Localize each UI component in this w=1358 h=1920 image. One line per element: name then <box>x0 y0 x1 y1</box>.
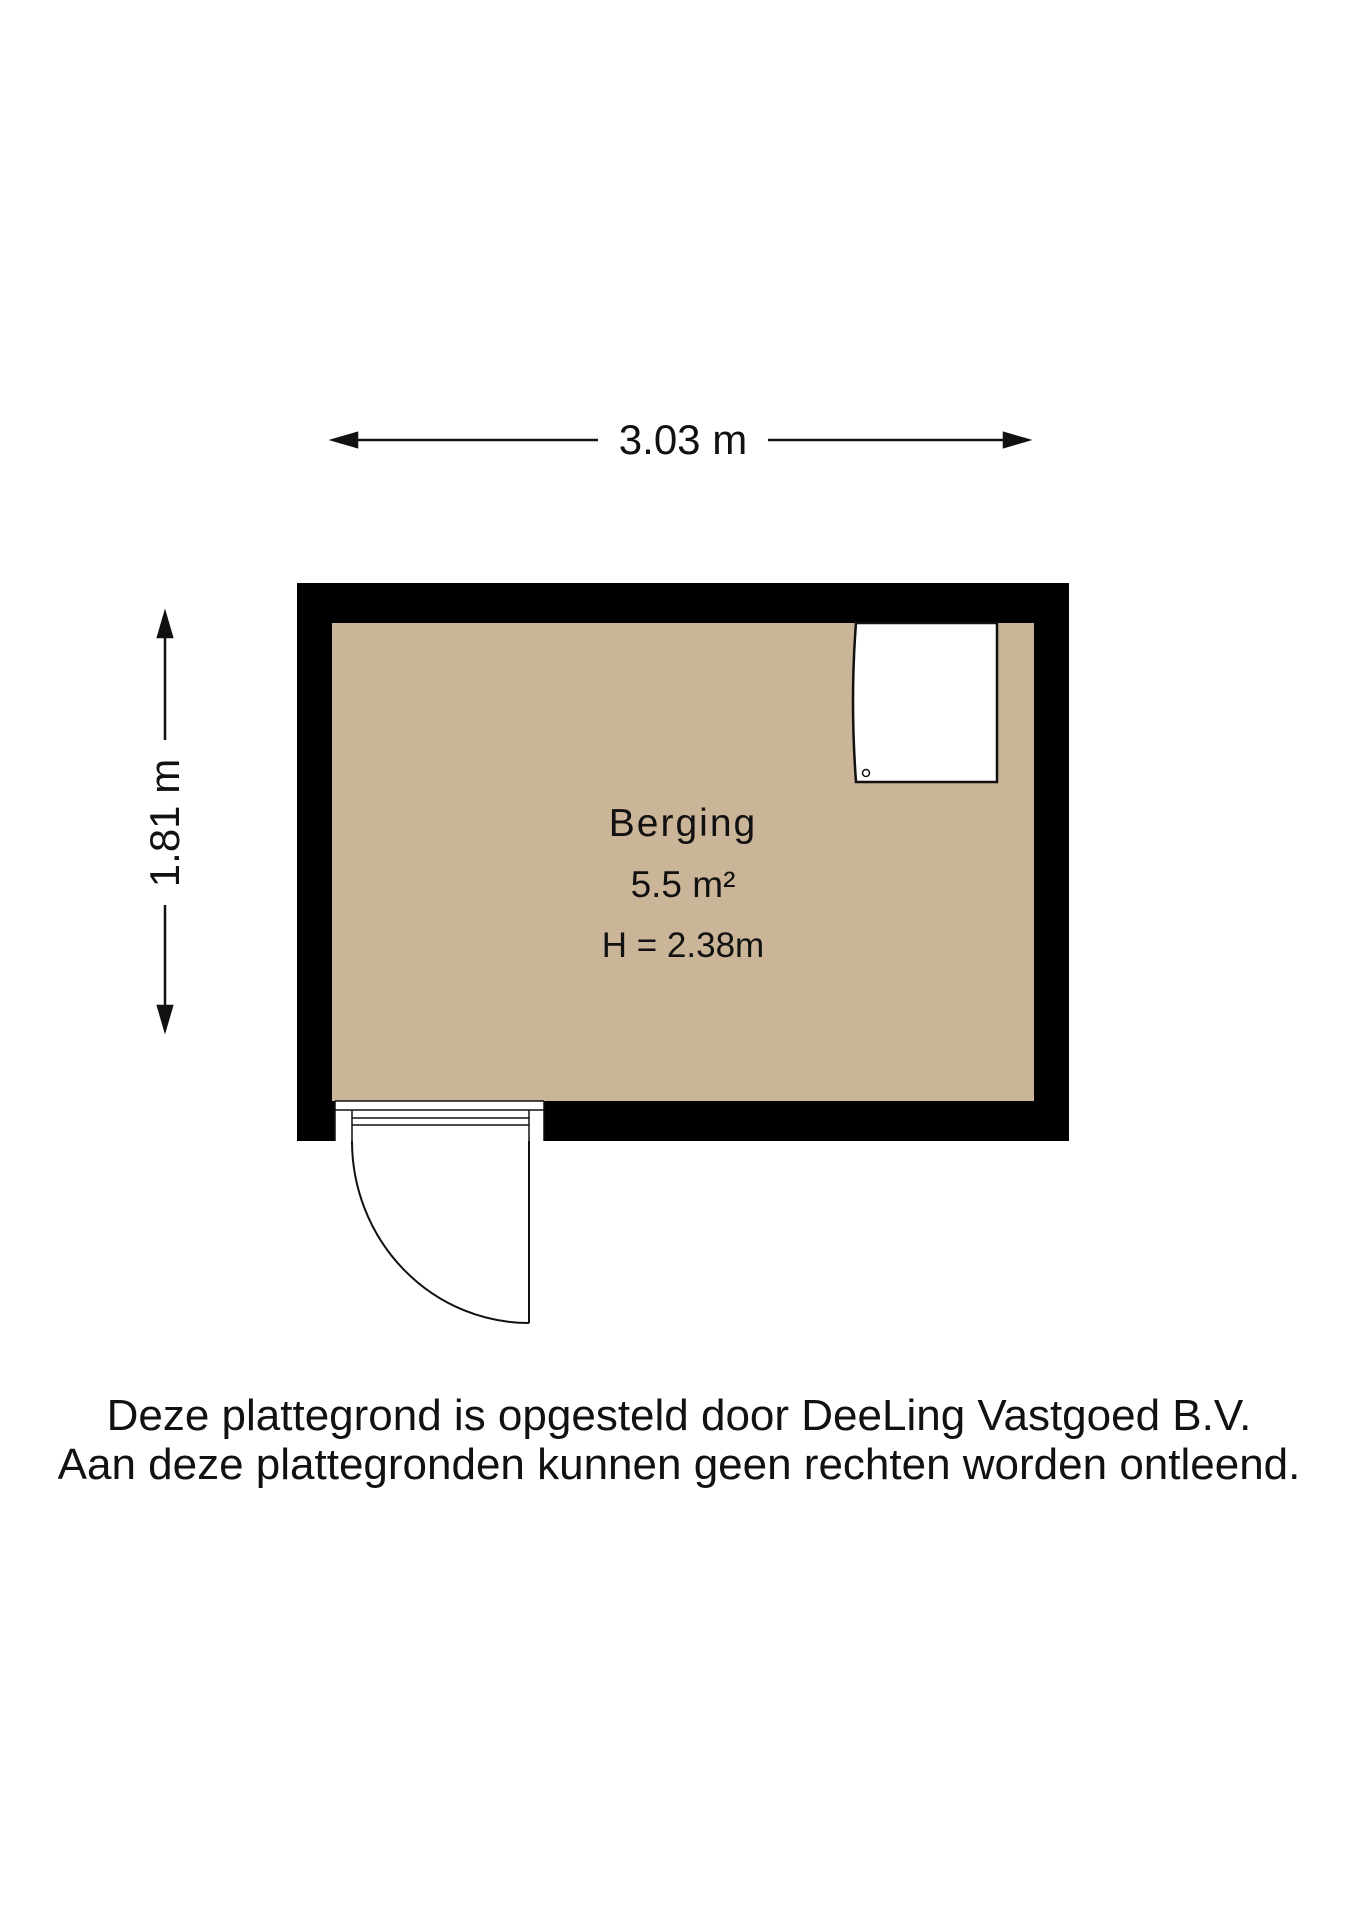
height-label: 1.81 m <box>141 758 188 888</box>
door-opening <box>335 1101 544 1142</box>
arrow-left-icon <box>333 433 357 447</box>
footer-line-2: Aan deze plattegronden kunnen geen rechten worden ontleend. <box>57 1440 1301 1489</box>
room-area: 5.5 m² <box>630 864 736 905</box>
arrow-right-icon <box>1004 433 1028 447</box>
arrow-up-icon <box>158 613 172 637</box>
footer-line-1: Deze plattegrond is opgesteld door DeeLing Vastgoed B.V. <box>106 1391 1252 1440</box>
room-height: H = 2.38m <box>601 926 765 965</box>
room-name: Berging <box>608 802 758 845</box>
arrow-down-icon <box>158 1006 172 1030</box>
width-label: 3.03 m <box>618 416 748 463</box>
door-swing <box>352 1141 529 1323</box>
appliance-icon <box>853 623 997 782</box>
